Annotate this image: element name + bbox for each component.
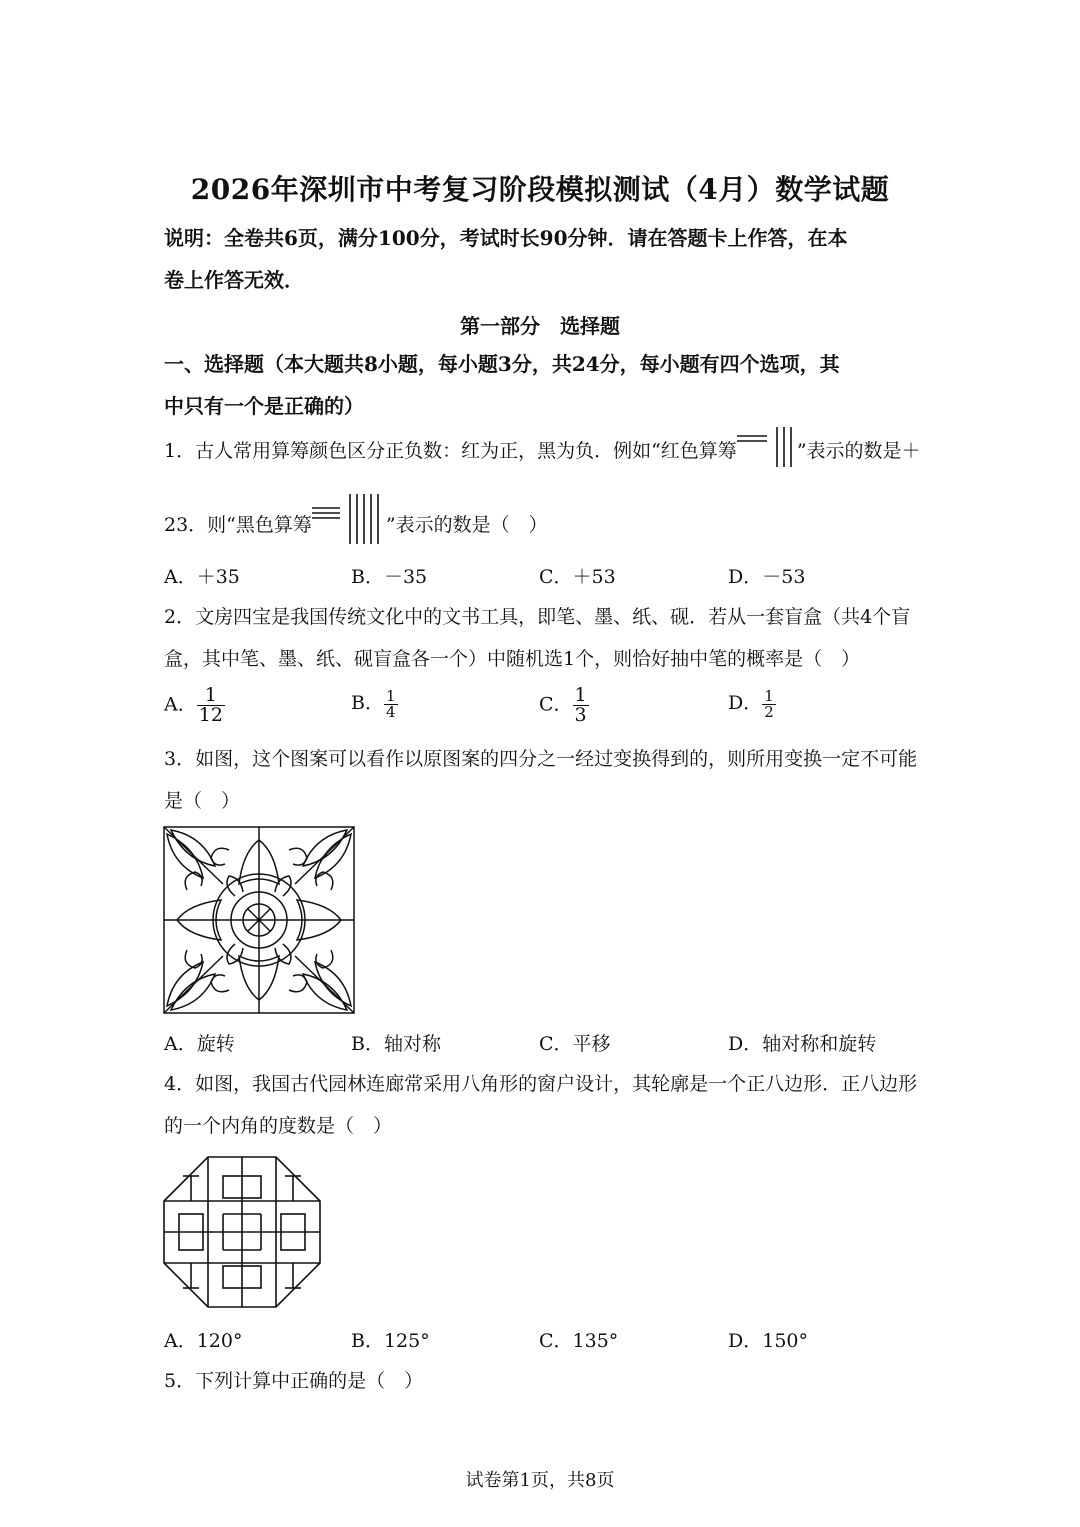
- fraction-numerator: 1: [574, 684, 587, 706]
- fraction-numerator: 1: [385, 686, 396, 705]
- part-title: 第一部分 选择题: [460, 314, 620, 338]
- q3-option-b: B．轴对称: [351, 1033, 441, 1055]
- q1-line-1-before: 1．古人常用算筹颜色区分正负数：红为正，黑为负．例如“红色算筹: [164, 440, 737, 462]
- q1-option-a: A．＋35: [164, 566, 240, 588]
- q2-option-a-label: A．: [164, 693, 197, 716]
- q1-line-2: [164, 506, 924, 546]
- q2-line-2: 盒，其中笔、墨、纸、砚盲盒各一个）中随机选1个，则恰好抽中笔的概率是（ ）: [164, 648, 861, 670]
- q2-option-c-label: C．: [539, 693, 573, 716]
- q5-line-1: 5．下列计算中正确的是（ ）: [164, 1370, 424, 1392]
- q2-option-d-fraction: [762, 686, 776, 721]
- q2-option-b-label: B．: [351, 692, 384, 714]
- page-footer: 试卷第1页，共8页: [465, 1470, 615, 1491]
- black-counting-rods-icon: [312, 494, 386, 546]
- q3-line-1: 3．如图，这个图案可以看作以原图案的四分之一经过变换得到的，则所用变换一定不可能: [164, 748, 918, 770]
- q1-line-1-after: ”表示的数是＋: [796, 440, 921, 462]
- ornamental-pattern-figure: [163, 826, 355, 1014]
- q3-option-d: D．轴对称和旋转: [728, 1033, 877, 1055]
- q1-option-c: C．＋53: [539, 566, 616, 588]
- q3-option-c: C．平移: [539, 1033, 611, 1055]
- q2-option-b: [351, 688, 398, 720]
- q2-option-d-label: D．: [728, 692, 763, 714]
- fraction-numerator: 1: [764, 686, 774, 705]
- q2-option-c: [539, 686, 589, 725]
- q4-option-c: C．135°: [539, 1330, 619, 1352]
- q2-option-c-fraction: [573, 686, 589, 725]
- q1-option-b: B．－35: [351, 566, 428, 588]
- fraction-denominator: 2: [764, 702, 774, 721]
- q1-line-2-before: 23．则“黑色算筹: [164, 514, 312, 536]
- q1-line-2-after: ”表示的数是（ ）: [385, 514, 548, 536]
- page-title: 2026年深圳市中考复习阶段模拟测试（4月）数学试题: [190, 173, 890, 206]
- fraction-denominator: 4: [385, 702, 396, 721]
- q4-option-a: A．120°: [164, 1330, 243, 1352]
- section-heading-line-2: 中只有一个是正确的）: [164, 394, 364, 418]
- q2-line-1: 2．文房四宝是我国传统文化中的文书工具，即笔、墨、纸、砚．若从一套盲盒（共4个盲: [164, 606, 911, 628]
- q1-line-1: [164, 433, 924, 471]
- q4-line-1: 4．如图，我国古代园林连廊常采用八角形的窗户设计，其轮廓是一个正八边形．正八边形: [164, 1073, 918, 1095]
- section-heading-line-1: 一、选择题（本大题共8小题，每小题3分，共24分，每小题有四个选项，其: [164, 352, 840, 376]
- instructions-line-2: 卷上作答无效．: [164, 268, 304, 292]
- fraction-denominator: 12: [198, 704, 223, 726]
- q2-option-b-fraction: [384, 686, 398, 721]
- q2-option-a: [164, 686, 225, 725]
- instructions-line-1: 说明：全卷共6页，满分100分，考试时长90分钟．请在答题卡上作答，在本: [164, 226, 848, 250]
- q2-option-a-fraction: [197, 686, 225, 725]
- q1-option-d: D．－53: [728, 566, 806, 588]
- fraction-numerator: 1: [197, 686, 225, 706]
- q4-line-2: 的一个内角的度数是（ ）: [164, 1115, 393, 1137]
- q3-option-a: A．旋转: [164, 1033, 235, 1055]
- octagon-window-figure: [163, 1156, 321, 1308]
- q4-option-b: B．125°: [351, 1330, 430, 1352]
- red-counting-rods-icon: [737, 427, 797, 471]
- fraction-denominator: 3: [574, 704, 587, 726]
- q4-option-d: D．150°: [728, 1330, 808, 1352]
- q2-option-d: [728, 688, 776, 720]
- q3-line-2: 是（ ）: [164, 790, 241, 812]
